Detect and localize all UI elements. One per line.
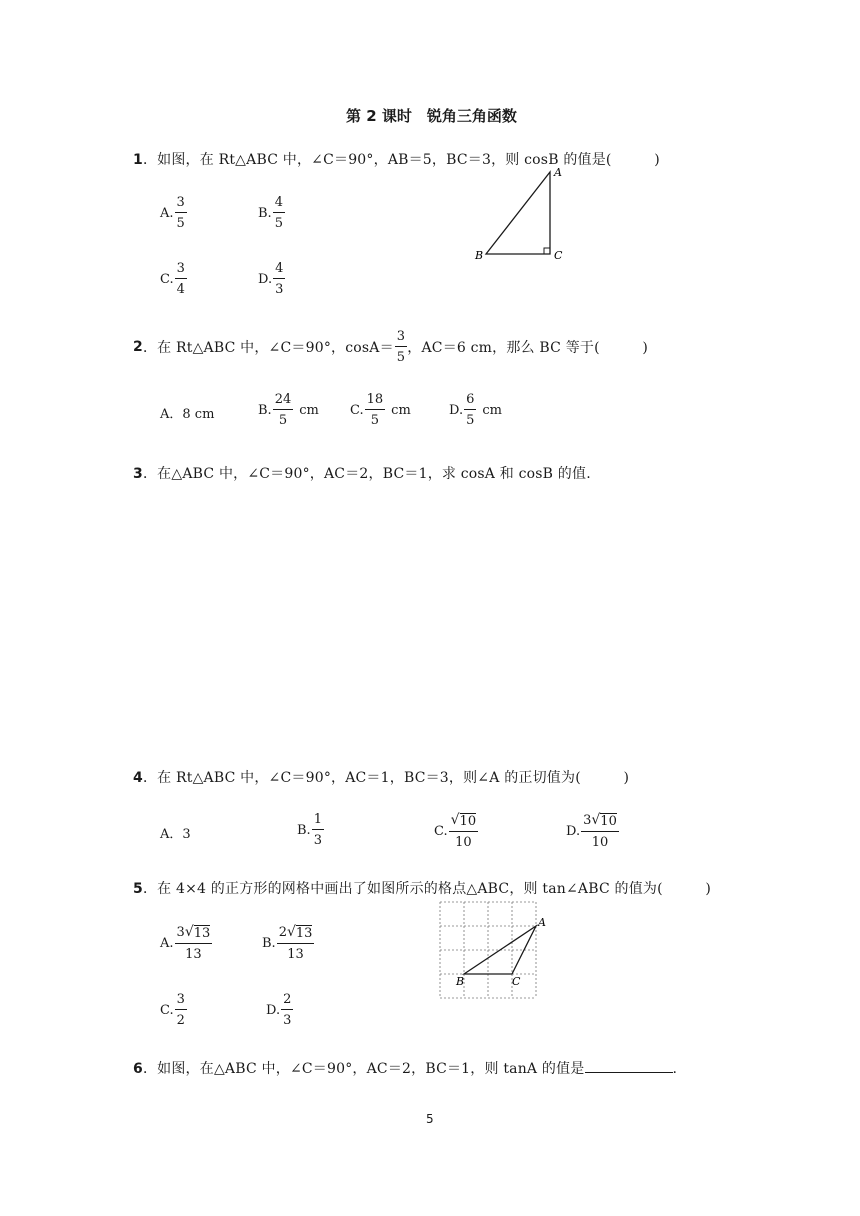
grid-lines [440,902,536,998]
fraction: $\frac{3}{5}$ [396,329,406,365]
unit: cm [482,402,502,418]
question-text: ．如图，在△ABC 中，∠C＝90°，AC＝2，BC＝1，则 tanA 的值是 [142,1061,585,1077]
option-label: A. [160,205,174,221]
vertex-label-a: A [554,166,562,179]
fraction: $\frac{24}{5}$ [274,392,292,428]
q4-option-b[interactable] [297,813,324,847]
page-title: 第 2 课时 锐角三角函数 [346,107,517,125]
q5-grid-figure [436,898,552,1002]
question-2 [133,330,648,364]
q1-option-b[interactable] [258,196,285,230]
q1-triangle-figure [470,160,580,270]
sqrt: √ 13 [184,924,211,941]
question-number: 1 [133,152,143,168]
fraction: $\frac{3}{2}$ [176,992,185,1028]
question-text-end: . [672,1061,678,1077]
question-text: ．在△ABC 中，∠C＝90°，AC＝2，BC＝1，求 cosA 和 cosB 的值. [142,466,591,482]
q4-option-c[interactable] [434,813,478,849]
q1-option-c[interactable] [160,262,187,296]
vertex-label-a: A [538,916,546,929]
question-text: ．如图，在 Rt△ABC 中，∠C＝90°，AB＝5，BC＝3，则 cosB 的值是( ) [142,152,660,168]
vertex-label-b: B [475,249,484,262]
question-number: 6 [133,1061,143,1077]
triangle [486,172,550,254]
answer-blank[interactable] [585,1060,673,1073]
q2-option-d[interactable] [449,393,502,427]
question-1 [133,149,660,169]
sqrt: √ 10 [450,812,477,829]
fraction: √ 10 10 [450,812,477,850]
fraction: $\frac{18}{5}$ [366,392,384,428]
fraction: 2 √ 13 13 [278,924,313,962]
question-5 [133,878,711,898]
question-4 [133,767,629,787]
unit: cm [391,402,411,418]
question-number: 4 [133,770,143,786]
fraction: $\frac{2}{3}$ [283,992,292,1028]
option-label: C. [350,402,364,418]
fraction: $\frac{4}{5}$ [274,195,283,231]
fraction: $\frac{4}{3}$ [275,261,284,297]
q2-option-b[interactable] [258,393,319,427]
q5-option-d[interactable] [266,993,293,1027]
question-3 [133,463,591,483]
option-label: B. [297,822,311,838]
fraction: 3 √ 10 10 [583,812,617,850]
option-label: B. [258,205,272,221]
q5-option-a[interactable] [160,925,212,961]
option-label: D. [566,823,581,839]
q2-option-a[interactable] [160,403,214,422]
q5-option-c[interactable] [160,993,187,1027]
right-angle-mark [544,248,550,254]
q1-option-d[interactable] [258,262,285,296]
option-label: B. [262,935,276,951]
q4-option-a[interactable] [160,823,191,842]
option-label: A. [160,935,174,951]
question-6 [133,1058,677,1078]
fraction: $\frac{3}{5}$ [176,195,185,231]
unit: cm [299,402,319,418]
sqrt: √ 13 [286,924,313,941]
option-label: C. [160,1002,174,1018]
option-label: D. [449,402,464,418]
q5-option-b[interactable] [262,925,314,961]
option-label: D. [266,1002,281,1018]
option-label: C. [160,271,174,287]
fraction: $\frac{3}{4}$ [176,261,185,297]
q1-option-a[interactable] [160,196,187,230]
sqrt: √ 10 [591,812,617,829]
question-text: ．在 4×4 的正方形的网格中画出了如图所示的格点△ABC，则 tan∠ABC 的值为( ) [142,881,712,897]
fraction: 3 √ 13 13 [176,924,211,962]
q4-option-d[interactable] [566,813,619,849]
q2-option-c[interactable] [350,393,411,427]
option-label: B. [258,402,272,418]
vertex-label-c: C [512,975,521,988]
vertex-label-b: B [456,975,465,988]
page-number: 5 [426,1112,434,1126]
question-text: ．在 Rt△ABC 中，∠C＝90°，AC＝1，BC＝3，则∠A 的正切值为( ) [142,770,630,786]
option-label: C. [434,823,448,839]
question-text: ．在 Rt△ABC 中，∠C＝90°，cosA＝ [142,340,394,356]
question-number: 5 [133,881,143,897]
question-number: 3 [133,466,143,482]
vertex-label-c: C [554,249,563,262]
option-label: A．8 cm [160,407,215,422]
option-label: A．3 [160,827,191,842]
fraction: $\frac{1}{3}$ [313,812,322,848]
option-label: D. [258,271,273,287]
fraction: $\frac{6}{5}$ [466,392,475,428]
question-text-end: ，AC＝6 cm，那么 BC 等于( ) [407,340,649,356]
question-number: 2 [133,339,143,355]
